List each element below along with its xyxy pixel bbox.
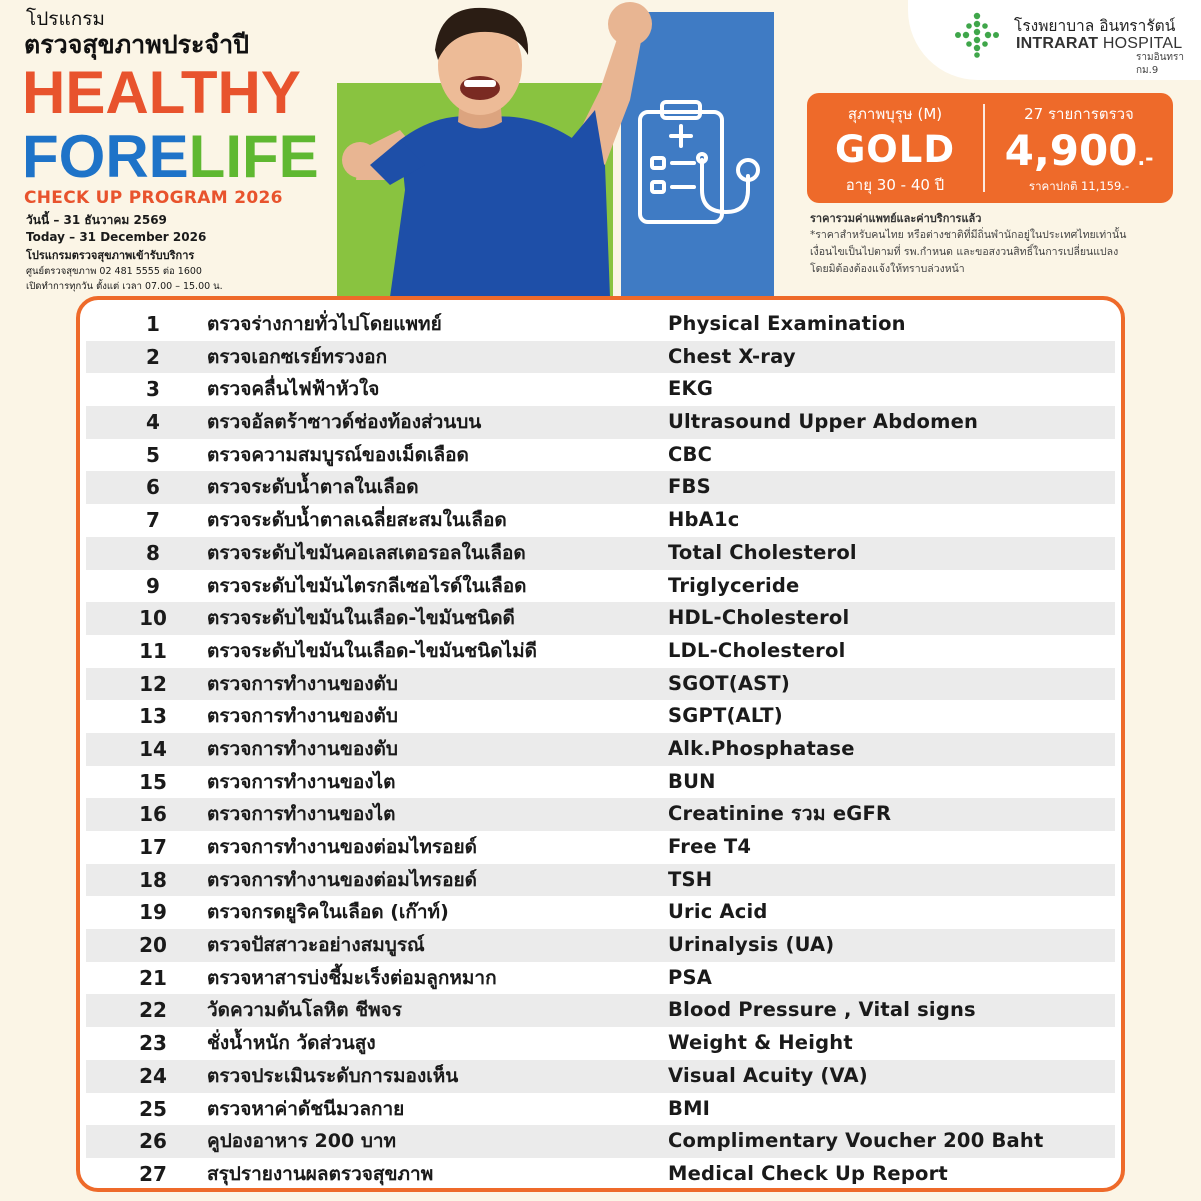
test-name-thai: ชั่งน้ำหนัก วัดส่วนสูง	[207, 1032, 376, 1055]
test-name-english: CBC	[668, 442, 713, 466]
test-name-english: BUN	[668, 769, 716, 793]
hospital-location: รามอินทรา กม.9	[1136, 52, 1184, 76]
test-name-thai: ตรวจการทำงานของต่อมไทรอยด์	[207, 836, 477, 858]
table-row	[86, 994, 1115, 1027]
table-row	[86, 439, 1115, 472]
test-name-thai: ตรวจระดับไขมันในเลือด-ไขมันชนิดดี	[207, 607, 515, 630]
test-name-thai: ตรวจระดับไขมันไตรกลีเซอไรด์ในเลือด	[207, 574, 527, 597]
test-name-thai: ตรวจระดับไขมันในเลือด-ไขมันชนิดไม่ดี	[207, 639, 537, 662]
clipboard-stethoscope-icon	[640, 102, 758, 222]
test-number: 16	[139, 802, 167, 827]
test-number: 1	[146, 312, 160, 336]
price-suffix: .-	[1137, 146, 1154, 170]
test-number: 20	[139, 933, 167, 958]
test-name-thai: ตรวจระดับน้ำตาลเฉลี่ยสะสมในเลือด	[207, 509, 507, 532]
test-name-english: Complimentary Voucher 200 Baht	[668, 1129, 1044, 1153]
service-line: โปรแกรมตรวจสุขภาพเข้ารับบริการ	[26, 249, 195, 262]
normal-price: ราคาปกติ 11,159.-	[1028, 179, 1130, 193]
note-title: ราคารวมค่าแพทย์และค่าบริการแล้ว	[810, 212, 982, 225]
test-name-english: PSA	[668, 965, 713, 989]
test-number: 24	[139, 1063, 167, 1088]
pre-title: โปรแกรม	[26, 8, 105, 30]
table-row	[86, 1125, 1115, 1158]
test-name-english: SGOT(AST)	[668, 671, 790, 695]
test-name-thai: คูปองอาหาร 200 บาท	[207, 1130, 397, 1153]
test-name-thai: ตรวจการทำงานของต่อมไทรอยด์	[207, 868, 477, 891]
test-name-thai: ตรวจหาค่าดัชนีมวลกาย	[207, 1097, 405, 1120]
test-number: 27	[139, 1161, 167, 1186]
program-title: CHECK UP PROGRAM 2026	[24, 188, 283, 208]
test-name-english: Alk.Phosphatase	[668, 736, 855, 760]
test-name-thai: ตรวจระดับไขมันคอเลสเตอรอลในเลือด	[207, 541, 526, 564]
test-number: 8	[146, 540, 160, 565]
table-row	[86, 635, 1115, 668]
test-name-english: Creatinine รวม eGFR	[668, 802, 892, 826]
hero-illustration	[330, 0, 780, 300]
test-number: 21	[139, 965, 167, 990]
hospital-name-bold: INTRARAT	[1016, 35, 1099, 52]
table-row	[86, 929, 1115, 962]
test-name-thai: ตรวจการทำงานของไต	[207, 803, 396, 826]
table-row	[86, 1027, 1115, 1060]
test-name-thai: วัดความดันโลหิต ชีพจร	[207, 999, 402, 1022]
test-name-thai: ตรวจร่างกายทั่วไปโดยแพทย์	[207, 313, 442, 335]
table-row	[86, 831, 1115, 864]
table-row	[86, 1060, 1115, 1093]
test-number: 7	[146, 508, 160, 533]
test-name-english: Visual Acuity (VA)	[668, 1063, 868, 1087]
test-name-thai: ตรวจปัสสาวะอย่างสมบูรณ์	[207, 934, 425, 957]
test-number: 12	[139, 671, 167, 696]
test-name-english: Blood Pressure , Vital signs	[668, 998, 976, 1022]
opening-hours: เปิดทำการทุกวัน ตั้งแต่ เวลา 07.00 – 15.00 น.	[26, 281, 223, 292]
test-list-table	[76, 296, 1125, 1192]
test-number: 19	[139, 900, 167, 925]
price-value: 4,900	[1004, 126, 1138, 175]
test-number: 23	[139, 1031, 167, 1056]
table-row	[86, 570, 1115, 603]
date-english: Today – 31 December 2026	[26, 230, 207, 244]
table-row	[86, 733, 1115, 766]
test-number: 10	[139, 606, 167, 631]
test-name-english: BMI	[668, 1096, 711, 1120]
test-name-english: Total Cholesterol	[668, 540, 857, 564]
table-row	[86, 537, 1115, 570]
life-word: LIFE	[188, 123, 319, 190]
date-thai: วันนี้ – 31 ธันวาคม 2569	[26, 213, 167, 227]
test-number: 25	[139, 1096, 167, 1121]
test-number: 4	[146, 410, 160, 435]
test-name-thai: สรุปรายงานผลตรวจสุขภาพ	[207, 1162, 434, 1185]
hospital-name-thai: โรงพยาบาล อินทรารัตน์	[1014, 17, 1176, 35]
table-row	[86, 700, 1115, 733]
note-line-3: โดยมิต้องต้องแจ้งให้ทราบล่วงหน้า	[810, 263, 965, 275]
test-name-english: Triglyceride	[668, 573, 800, 597]
test-name-thai: ตรวจหาสารบ่งชี้มะเร็งต่อมลูกหมาก	[207, 966, 497, 989]
age-range: อายุ 30 - 40 ปี	[845, 176, 945, 194]
table-row	[86, 896, 1115, 929]
test-name-english: Uric Acid	[668, 900, 768, 924]
test-name-thai: ตรวจการทำงานของตับ	[207, 737, 398, 760]
test-name-thai: ตรวจคลื่นไฟฟ้าหัวใจ	[207, 378, 380, 401]
test-name-thai: ตรวจอัลตร้าซาวด์ช่องท้องส่วนบน	[207, 411, 482, 434]
test-name-english: Ultrasound Upper Abdomen	[668, 410, 979, 434]
test-number: 3	[146, 377, 160, 402]
table-row	[86, 1093, 1115, 1126]
test-name-english: TSH	[668, 867, 713, 891]
table-row	[86, 766, 1115, 799]
test-name-thai: ตรวจประเมินระดับการมองเห็น	[207, 1064, 459, 1087]
table-row	[86, 1158, 1115, 1191]
package-price	[985, 126, 1173, 183]
test-number: 5	[146, 442, 160, 467]
test-name-thai: ตรวจการทำงานของไต	[207, 770, 396, 793]
test-number: 11	[139, 638, 167, 663]
gender-label: สุภาพบุรุษ (M)	[847, 105, 943, 123]
test-number: 13	[139, 704, 167, 729]
healthy-title: HEALTHY	[22, 59, 301, 126]
center-phone: ศูนย์ตรวจสุขภาพ 02 481 5555 ต่อ 1600	[26, 266, 202, 277]
table-row	[86, 406, 1115, 439]
test-number: 6	[146, 475, 160, 500]
test-name-thai: ตรวจการทำงานของตับ	[207, 672, 398, 695]
test-name-english: Weight & Height	[668, 1031, 853, 1055]
table-row	[86, 341, 1115, 374]
test-name-english: FBS	[668, 475, 711, 499]
forelife-title	[22, 124, 319, 190]
table-row	[86, 798, 1115, 831]
note-line-1: *ราคาสำหรับคนไทย หรือต่างชาติที่มีถิ่นพำนักอยู่ในประเทศไทยเท่านั้น	[810, 229, 1127, 241]
items-count: 27 รายการตรวจ	[1024, 105, 1134, 123]
test-number: 26	[139, 1129, 167, 1154]
medical-cross-icon	[954, 12, 1000, 58]
test-name-thai: ตรวจการทำงานของตับ	[207, 705, 398, 728]
test-name-english: Medical Check Up Report	[668, 1161, 948, 1185]
table-row	[86, 864, 1115, 897]
test-number: 14	[139, 736, 167, 761]
package-name: GOLD	[834, 128, 956, 171]
hospital-name-suffix: HOSPITAL	[1102, 35, 1183, 52]
test-number: 18	[139, 867, 167, 892]
fore-word: FORE	[22, 123, 189, 190]
table-row	[86, 504, 1115, 537]
table-row	[86, 668, 1115, 701]
test-name-english: Chest X-ray	[668, 344, 796, 368]
table-row	[86, 602, 1115, 635]
main-title: ตรวจสุขภาพประจำปี	[24, 30, 249, 59]
test-number: 2	[146, 344, 160, 369]
test-name-english: Physical Examination	[668, 312, 906, 335]
table-row	[86, 373, 1115, 406]
note-line-2: เงื่อนไขเป็นไปตามที่ รพ.กำหนด และขอสงวนสิทธิ์ในการเปลี่ยนแปลง	[810, 246, 1119, 258]
test-name-english: LDL-Cholesterol	[668, 638, 846, 662]
test-number: 17	[139, 835, 167, 859]
test-name-english: HbA1c	[668, 508, 740, 532]
test-name-thai: ตรวจความสมบูรณ์ของเม็ดเลือด	[207, 443, 469, 466]
test-name-english: SGPT(ALT)	[668, 704, 783, 728]
test-name-english: Free T4	[668, 835, 752, 858]
test-number: 22	[139, 998, 167, 1023]
test-name-english: HDL-Cholesterol	[668, 606, 850, 630]
test-name-english: EKG	[668, 377, 714, 401]
table-row	[86, 471, 1115, 504]
table-row	[86, 308, 1115, 341]
test-name-thai: ตรวจเอกซเรย์ทรวงอก	[207, 345, 388, 368]
test-name-thai: ตรวจระดับน้ำตาลในเลือด	[207, 476, 419, 499]
man-figure	[342, 2, 652, 297]
test-name-thai: ตรวจกรดยูริคในเลือด (เก๊าท์)	[207, 901, 449, 924]
table-row	[86, 962, 1115, 995]
test-name-english: Urinalysis (UA)	[668, 933, 835, 957]
test-number: 9	[146, 573, 160, 598]
test-rows	[86, 308, 1115, 1191]
test-number: 15	[139, 769, 167, 794]
